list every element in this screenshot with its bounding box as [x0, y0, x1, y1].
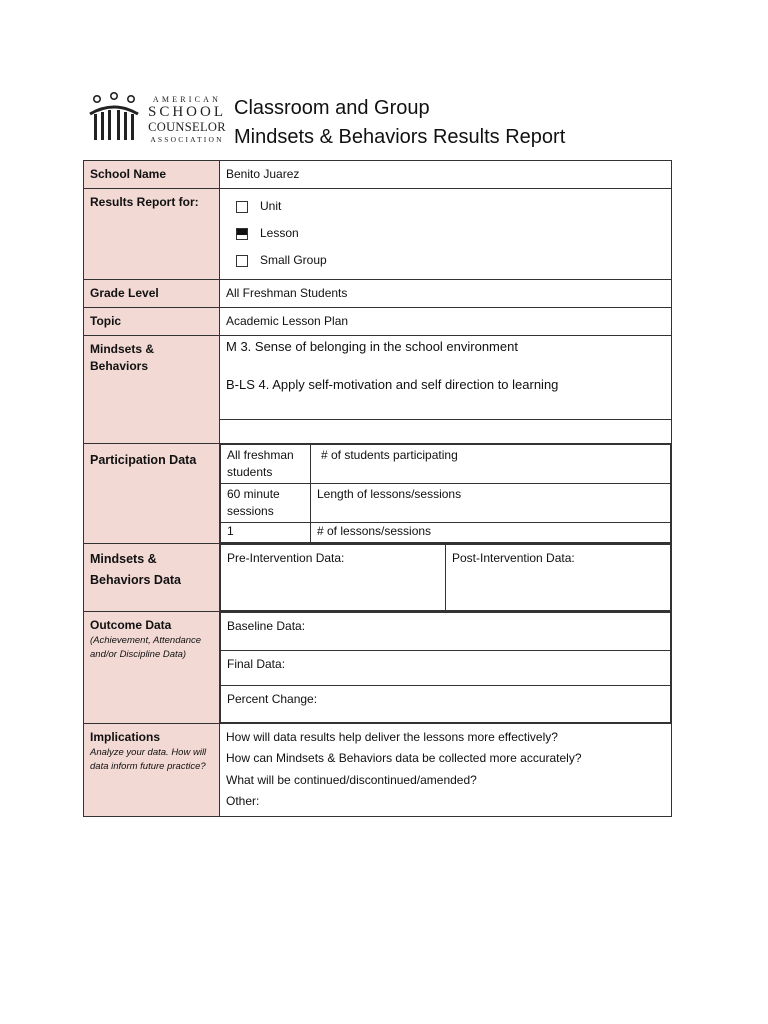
label-results-report-for: Results Report for: — [84, 189, 220, 280]
mindsets-behaviors-blank-field[interactable] — [220, 420, 672, 444]
label-topic: Topic — [84, 308, 220, 336]
participants-value[interactable]: All freshman students — [221, 445, 311, 484]
title-line-2: Mindsets & Behaviors Results Report — [234, 126, 566, 148]
pre-intervention-field[interactable]: Pre-Intervention Data: — [221, 545, 446, 611]
outcome-row — [221, 651, 671, 686]
lesson-label: Lesson — [260, 226, 299, 240]
participation-table — [220, 444, 671, 543]
option-lesson[interactable] — [226, 220, 665, 247]
row-school-name — [84, 161, 672, 189]
implication-question-1: How will data results help deliver the lessons more effectively? — [226, 730, 558, 744]
session-length-desc: Length of lessons/sessions — [311, 484, 671, 523]
label-mindsets-behaviors-data: Mindsets & Behaviors Data — [84, 544, 220, 612]
row-results-report-for — [84, 189, 672, 280]
mindsets-behaviors-data-grid — [220, 544, 672, 612]
school-name-field[interactable]: Benito Juarez — [220, 161, 672, 189]
row-mindsets-behaviors-data — [84, 544, 672, 612]
mindsets-behaviors-field[interactable] — [220, 336, 672, 420]
implication-question-2: How can Mindsets & Behaviors data be collected more accurately? — [226, 751, 582, 765]
baseline-data-field[interactable]: Baseline Data: — [221, 613, 671, 651]
small-group-checkbox[interactable] — [236, 255, 248, 267]
percent-change-field[interactable]: Percent Change: — [221, 686, 671, 723]
label-school-name: School Name — [84, 161, 220, 189]
label-grade-level: Grade Level — [84, 280, 220, 308]
implications-title: Implications — [90, 730, 161, 744]
participation-data-grid — [220, 444, 672, 544]
asca-wordmark — [143, 96, 231, 143]
logo-line-american: AMERICAN — [152, 95, 222, 104]
logo-line-counselor: COUNSELOR — [148, 120, 226, 134]
topic-field[interactable]: Academic Lesson Plan — [220, 308, 672, 336]
row-outcome-data — [84, 612, 672, 724]
session-length-value[interactable]: 60 minute sessions — [221, 484, 311, 523]
report-type-options — [220, 189, 672, 280]
results-report-table — [83, 160, 672, 817]
lesson-checkbox[interactable] — [236, 228, 248, 240]
label-outcome-data — [84, 612, 220, 724]
session-count-desc: # of lessons/sessions — [311, 523, 671, 543]
implications-field[interactable] — [220, 724, 672, 817]
implication-question-4: Other: — [226, 794, 260, 808]
outcome-data-title: Outcome Data — [90, 618, 172, 632]
outcome-table — [220, 612, 671, 723]
row-mindsets-behaviors — [84, 336, 672, 420]
post-intervention-field[interactable]: Post-Intervention Data: — [446, 545, 671, 611]
behavior-standard: B-LS 4. Apply self-motivation and self direction to learning — [226, 377, 559, 392]
report-header — [88, 90, 688, 154]
option-small-group[interactable] — [226, 247, 665, 274]
participants-desc: # of students participating — [311, 445, 671, 484]
mindset-standard: M 3. Sense of belonging in the school environment — [226, 339, 518, 354]
unit-label: Unit — [260, 199, 282, 213]
small-group-label: Small Group — [260, 253, 327, 267]
label-implications — [84, 724, 220, 817]
participation-row — [221, 484, 671, 523]
outcome-data-hint: (Achievement, Attendance and/or Discipline Data) — [90, 635, 202, 660]
title-line-1: Classroom and Group — [234, 97, 430, 119]
participation-row — [221, 523, 671, 543]
grade-level-field[interactable]: All Freshman Students — [220, 280, 672, 308]
option-unit[interactable] — [226, 193, 665, 220]
asca-logo — [88, 90, 228, 148]
row-participation-data — [84, 444, 672, 544]
unit-checkbox[interactable] — [236, 201, 248, 213]
pre-post-table — [220, 544, 671, 611]
participation-row — [221, 445, 671, 484]
outcome-data-grid — [220, 612, 672, 724]
logo-line-school: SCHOOL — [147, 104, 226, 120]
final-data-field[interactable]: Final Data: — [221, 651, 671, 686]
logo-line-association: ASSOCIATION — [150, 134, 224, 144]
row-grade-level — [84, 280, 672, 308]
row-topic — [84, 308, 672, 336]
row-implications — [84, 724, 672, 817]
implications-hint: Analyze your data. How will data inform future practice? — [90, 747, 207, 772]
outcome-row — [221, 613, 671, 651]
implication-question-3: What will be continued/discontinued/amended? — [226, 773, 477, 787]
outcome-row — [221, 686, 671, 723]
report-title — [234, 94, 565, 152]
session-count-value[interactable]: 1 — [221, 523, 311, 543]
asca-figures-icon — [88, 92, 140, 146]
label-participation-data: Participation Data — [84, 444, 220, 544]
label-mindsets-behaviors: Mindsets & Behaviors — [84, 336, 220, 444]
pre-post-row — [221, 545, 671, 611]
